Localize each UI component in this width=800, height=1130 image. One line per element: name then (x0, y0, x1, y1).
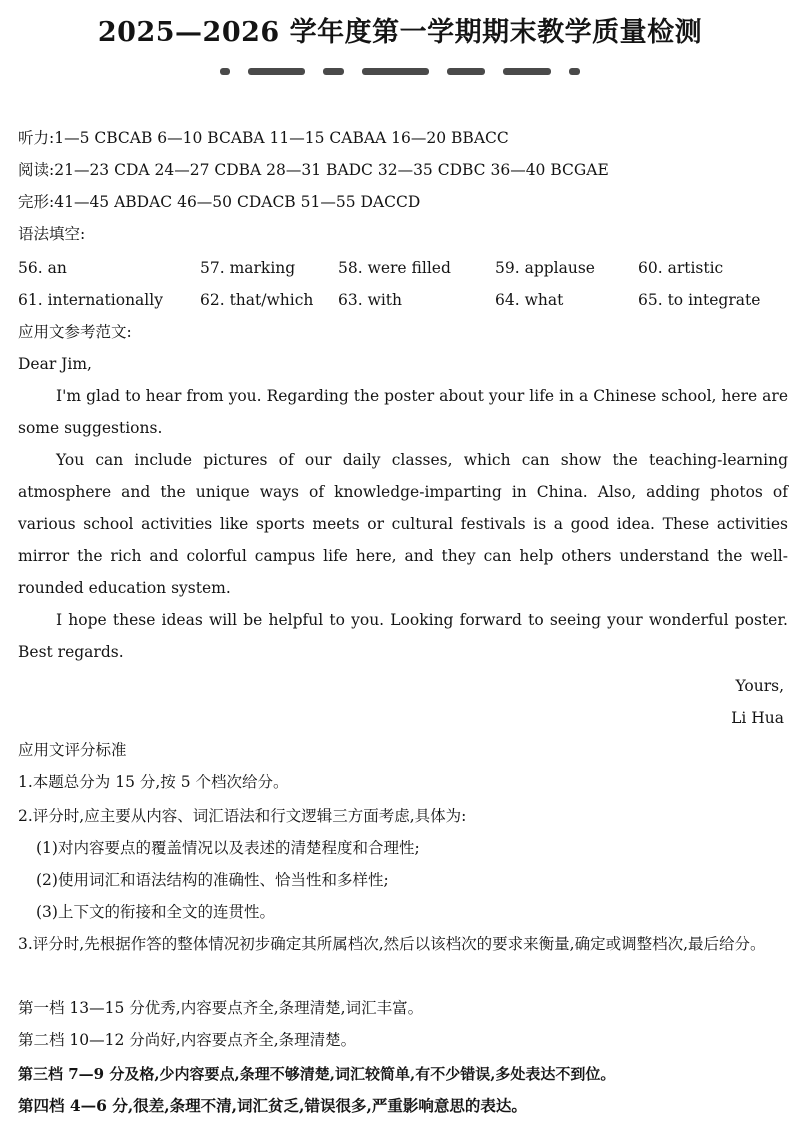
essay-closing: Yours, (735, 677, 784, 695)
criteria-item-1: 1.本题总分为 15 分,按 5 个档次给分。 (18, 773, 289, 791)
grammar-answer: 59. applause (495, 259, 595, 277)
answers-grammar-label: 语法填空: (18, 225, 86, 243)
grammar-answer: 60. artistic (638, 259, 724, 277)
answers-cloze: 完形:41—45 ABDAC 46—50 CDACB 51—55 DACCD (18, 193, 421, 211)
grammar-answer: 58. were filled (338, 259, 451, 277)
essay-paragraph-2: You can include pictures of our daily classes, which can show the teaching-learning atmosphere and the unique ways of knowledge-imparting in China. Also, adding photos of various school activities like sports meets or cultural festivals is a good idea. These activities mirror the rich and colorful campus life here, and they can help others understand the well-rounded education system. (18, 451, 788, 597)
answers-listening: 听力:1—5 CBCAB 6—10 BCABA 11—15 CABAA 16—20 BBACC (18, 129, 509, 147)
answers-reading: 阅读:21—23 CDA 24—27 CDBA 28—31 BADC 32—35 CDBC 36—40 BCGAE (18, 161, 609, 179)
grammar-answer: 61. internationally (18, 291, 163, 309)
criteria-item-2b: (2)使用词汇和语法结构的准确性、恰当性和多样性; (36, 871, 389, 889)
grammar-answer: 65. to integrate (638, 291, 761, 309)
essay-heading: 应用文参考范文: (18, 323, 132, 341)
criteria-tier-2: 第二档 10—12 分尚好,内容要点齐全,条理清楚。 (18, 1031, 357, 1049)
illegible-subtitle (220, 64, 580, 78)
grammar-answer: 56. an (18, 259, 67, 277)
criteria-tier-3: 第三档 7—9 分及格,少内容要点,条理不够清楚,词汇较简单,有不少错误,多处表达不到位。 (18, 1065, 616, 1083)
grammar-answer: 57. marking (200, 259, 296, 277)
criteria-tier-1: 第一档 13—15 分优秀,内容要点齐全,条理清楚,词汇丰富。 (18, 999, 424, 1017)
grammar-answer: 64. what (495, 291, 564, 309)
criteria-item-2a: (1)对内容要点的覆盖情况以及表述的清楚程度和合理性; (36, 839, 420, 857)
essay-paragraph-1: I'm glad to hear from you. Regarding the poster about your life in a Chinese school, here are some suggestions. (18, 387, 788, 437)
criteria-item-3: 3.评分时,先根据作答的整体情况初步确定其所属档次,然后以该档次的要求来衡量,确定或调整档次,最后给分。 (18, 935, 766, 953)
grammar-row-1 (18, 258, 782, 278)
essay-signature: Li Hua (731, 709, 784, 727)
grammar-row-2 (18, 290, 782, 310)
criteria-item-2c: (3)上下文的衔接和全文的连贯性。 (36, 903, 275, 921)
page-title: 2025—2026 学年度第一学期期末教学质量检测 (97, 17, 703, 48)
essay-paragraph-3: I hope these ideas will be helpful to you. Looking forward to seeing your wonderful poster. Best regards. (18, 611, 788, 661)
criteria-tier-4: 第四档 4—6 分,很差,条理不清,词汇贫乏,错误很多,严重影响意思的表达。 (18, 1096, 527, 1115)
essay-greeting: Dear Jim, (18, 355, 92, 373)
grammar-answer: 62. that/which (200, 291, 314, 309)
criteria-heading: 应用文评分标准 (18, 741, 127, 759)
criteria-item-2: 2.评分时,应主要从内容、词汇语法和行文逻辑三方面考虑,具体为: (18, 807, 467, 825)
grammar-answer: 63. with (338, 291, 403, 309)
